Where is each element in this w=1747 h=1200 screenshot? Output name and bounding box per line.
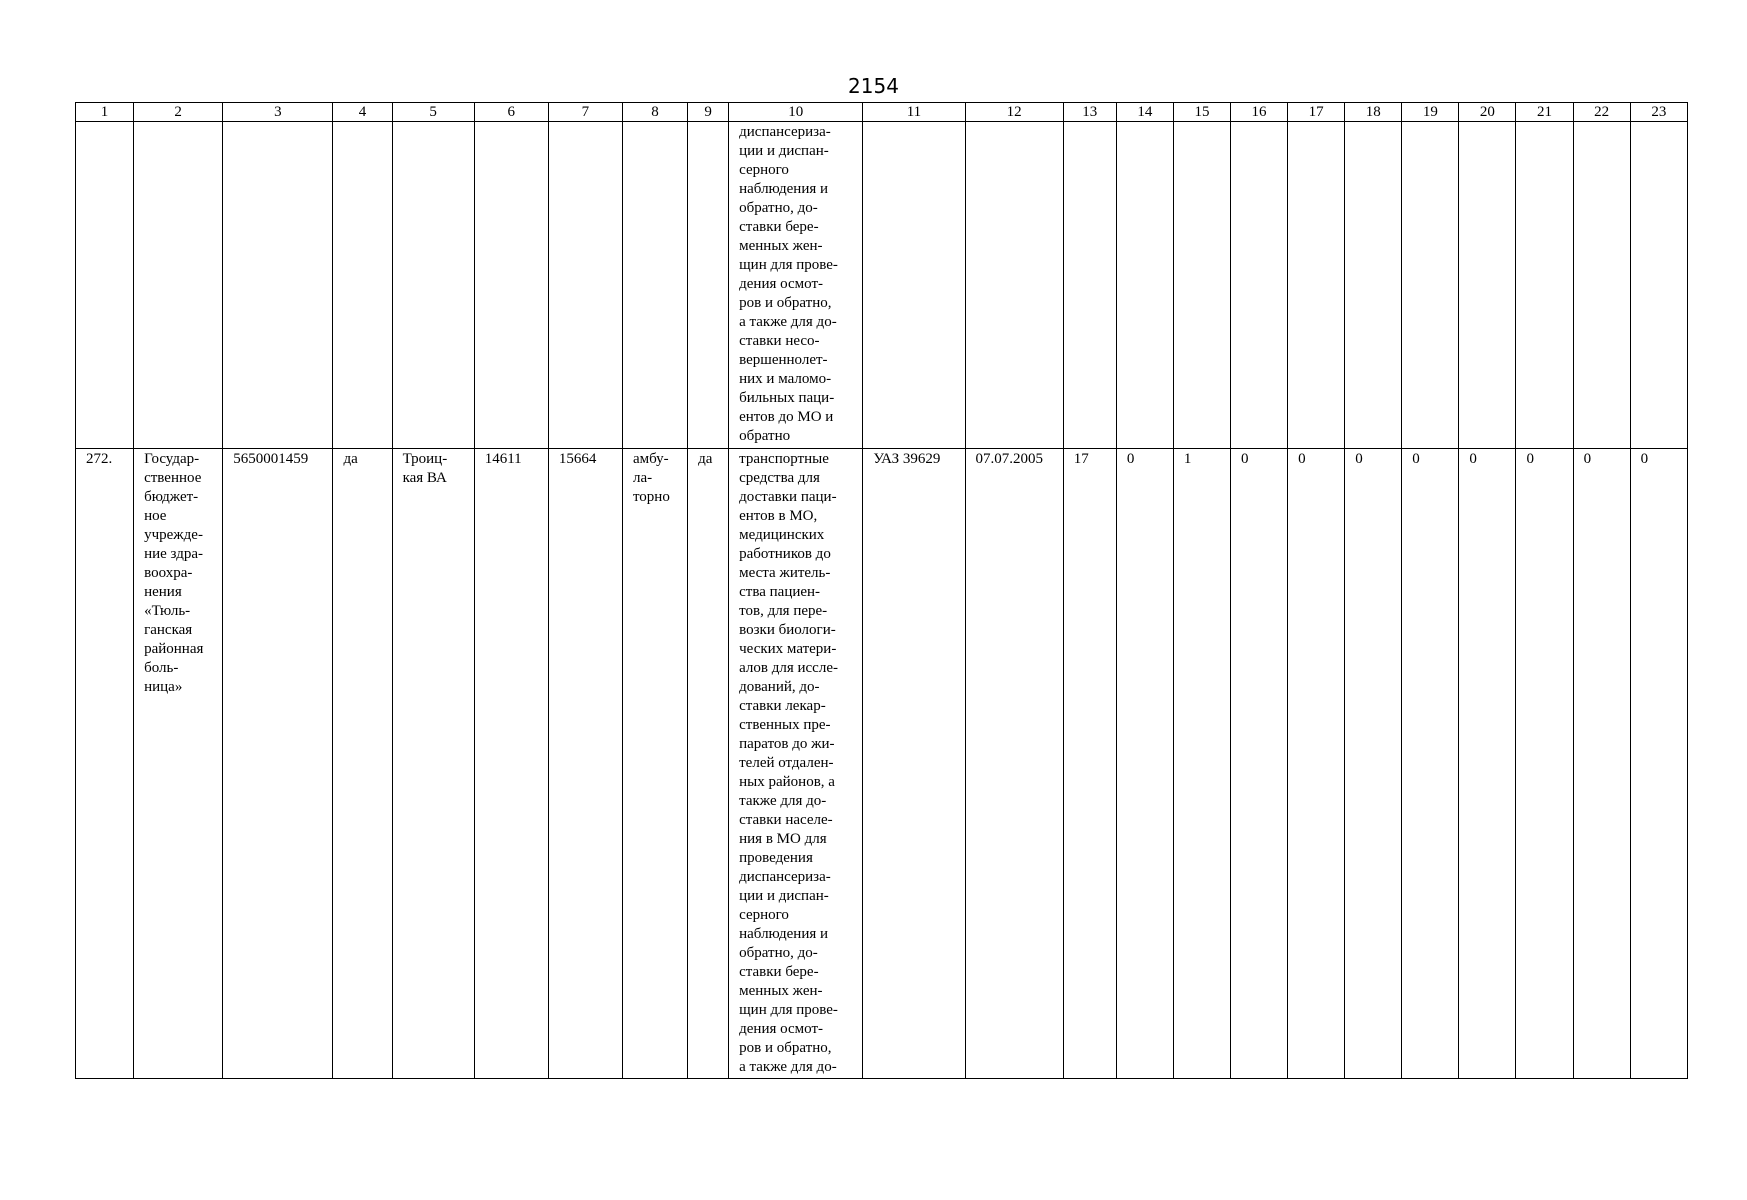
cell-empty — [1063, 122, 1116, 449]
cell-care-type: амбу- ла- торно — [622, 449, 687, 1079]
column-header: 2 — [134, 103, 223, 122]
cell-empty — [1573, 122, 1630, 449]
column-header: 11 — [863, 103, 965, 122]
cell-col15: 1 — [1173, 449, 1230, 1079]
cell-empty — [1116, 122, 1173, 449]
cell-empty — [965, 122, 1063, 449]
cell-col7: 15664 — [548, 449, 622, 1079]
cell-col17: 0 — [1288, 449, 1345, 1079]
column-header: 12 — [965, 103, 1063, 122]
cell-empty — [1288, 122, 1345, 449]
cell-col18: 0 — [1345, 449, 1402, 1079]
cell-col13: 17 — [1063, 449, 1116, 1079]
column-header: 13 — [1063, 103, 1116, 122]
column-header: 8 — [622, 103, 687, 122]
cell-empty — [1173, 122, 1230, 449]
column-header: 9 — [688, 103, 729, 122]
cell-col23: 0 — [1630, 449, 1687, 1079]
column-header: 5 — [392, 103, 474, 122]
cell-col19: 0 — [1402, 449, 1459, 1079]
column-header: 7 — [548, 103, 622, 122]
page-number: 2154 — [848, 74, 899, 98]
cell-empty — [474, 122, 548, 449]
cell-empty — [392, 122, 474, 449]
column-header: 3 — [223, 103, 333, 122]
cell-col22: 0 — [1573, 449, 1630, 1079]
cell-organization-name: Государ- ственное бюджет- ное учрежде- ние здра- воохра- нения «Тюль- ганская районная боль- ница» — [134, 449, 223, 1079]
data-table — [75, 102, 1688, 1079]
cell-col4: да — [333, 449, 392, 1079]
column-header: 21 — [1516, 103, 1573, 122]
cell-col9: да — [688, 449, 729, 1079]
cell-empty — [622, 122, 687, 449]
cell-col5: Троиц- кая ВА — [392, 449, 474, 1079]
cell-purpose-continued: диспансериза- ции и диспан- серного наблюдения и обратно, до- ставки бере- менных жен- щин для прове- дения осмот- ров и обратно, а также для до- ставки несо- вершеннолет- них и маломо- бильных паци- ентов до МО и обратно — [729, 122, 863, 449]
cell-date: 07.07.2005 — [965, 449, 1063, 1079]
cell-col21: 0 — [1516, 449, 1573, 1079]
cell-empty — [1630, 122, 1687, 449]
column-header: 20 — [1459, 103, 1516, 122]
cell-empty — [223, 122, 333, 449]
cell-vehicle-model: УАЗ 39629 — [863, 449, 965, 1079]
cell-empty — [688, 122, 729, 449]
cell-empty — [548, 122, 622, 449]
cell-empty — [1402, 122, 1459, 449]
cell-col16: 0 — [1231, 449, 1288, 1079]
column-header: 18 — [1345, 103, 1402, 122]
cell-empty — [134, 122, 223, 449]
column-header: 15 — [1173, 103, 1230, 122]
cell-empty — [333, 122, 392, 449]
cell-col6: 14611 — [474, 449, 548, 1079]
cell-purpose: транспортные средства для доставки паци- ентов в МО, медицинских работников до места житель- ства пациен- тов, для пере- возки биологи- ческих матери- алов для иссле- дований, до- ставки лекар- ственных пре- паратов до жи- телей отдален- ных районов, а также для до- ставки населе- ния в МО для проведения диспансериза- ции и диспан- серного наблюдения и обратно, до- ставки бере- менных жен- щин для прове- дения осмот- ров и обратно, а также для до- — [729, 449, 863, 1079]
column-header: 17 — [1288, 103, 1345, 122]
cell-empty — [1231, 122, 1288, 449]
cell-empty — [1459, 122, 1516, 449]
cell-col14: 0 — [1116, 449, 1173, 1079]
cell-empty — [76, 122, 134, 449]
cell-col20: 0 — [1459, 449, 1516, 1079]
column-header: 14 — [1116, 103, 1173, 122]
column-header: 16 — [1231, 103, 1288, 122]
column-header: 6 — [474, 103, 548, 122]
column-header: 4 — [333, 103, 392, 122]
table-row-continuation — [76, 122, 1688, 449]
column-header: 22 — [1573, 103, 1630, 122]
column-header: 10 — [729, 103, 863, 122]
cell-row-number: 272. — [76, 449, 134, 1079]
column-header: 1 — [76, 103, 134, 122]
column-number-row — [76, 103, 1688, 122]
cell-inn: 5650001459 — [223, 449, 333, 1079]
cell-empty — [1345, 122, 1402, 449]
cell-empty — [1516, 122, 1573, 449]
cell-empty — [863, 122, 965, 449]
column-header: 19 — [1402, 103, 1459, 122]
table-row-272 — [76, 449, 1688, 1079]
column-header: 23 — [1630, 103, 1687, 122]
